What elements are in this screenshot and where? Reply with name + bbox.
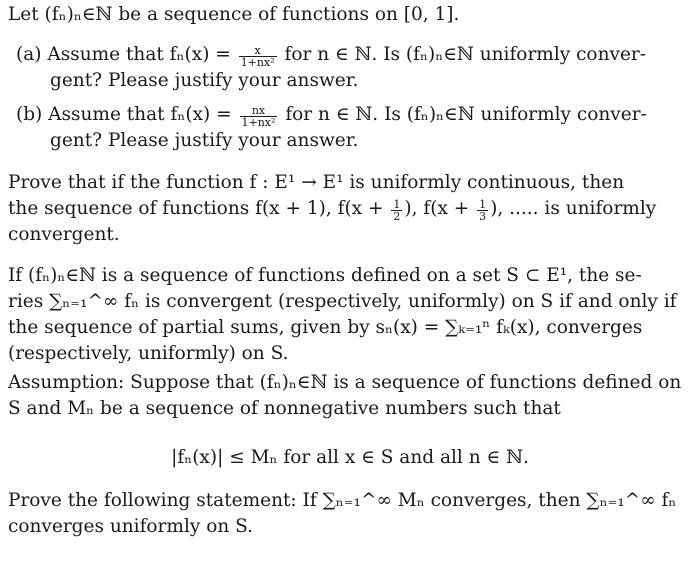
series-definition — [8, 263, 692, 367]
problem2-line2-mid: ), f(x + — [404, 198, 470, 219]
part-a-frac-num: x — [239, 45, 277, 57]
half-num: 1 — [393, 198, 401, 212]
problem2-line2-pre: the sequence of functions f(x + 1), f(x + — [8, 198, 384, 219]
half-fraction — [391, 199, 402, 222]
problem3-line2: ries ∑ₙ₌₁^∞ fₙ is convergent (respectively, uniformly) on S if and only if — [8, 291, 677, 312]
part-b-pre: Assume that fₙ(x) = — [48, 104, 232, 125]
problem2-line3: convergent. — [8, 224, 120, 246]
part-a-line2: gent? Please justify your answer. — [50, 70, 359, 92]
part-b-frac-num: nx — [240, 105, 278, 117]
problem2-line2-post: ), ..... is uniformly — [490, 198, 657, 219]
part-a-pre: Assume that fₙ(x) = — [47, 44, 231, 65]
part-a-label: (a) — [16, 44, 42, 65]
part-a-fraction — [239, 45, 277, 68]
part-b-line2: gent? Please justify your answer. — [50, 130, 359, 152]
statement-to-prove — [8, 488, 692, 540]
part-a-line1 — [16, 42, 692, 68]
problem3-line1: If (fₙ)ₙ∈ℕ is a sequence of functions defined on a set S ⊂ E¹, the se- — [8, 265, 642, 286]
third-fraction — [477, 199, 488, 222]
problem2-line1: Prove that if the function f : E¹ → E¹ is uniformly continuous, then — [8, 172, 625, 193]
statement-line1: Prove the following statement: If ∑ₙ₌₁^∞ Mₙ converges, then ∑ₙ₌₁^∞ fₙ — [8, 490, 677, 511]
part-b-label: (b) — [16, 104, 43, 125]
part-a-frac-den: 1+nx² — [240, 56, 275, 70]
problem3-line4: (respectively, uniformly) on S. — [8, 343, 289, 364]
assumption-line2: S and Mₙ be a sequence of nonnegative numbers such that — [8, 398, 561, 419]
third-den: 3 — [479, 210, 487, 224]
third-num: 1 — [479, 198, 487, 212]
problem-uniform-continuity — [8, 170, 692, 248]
part-a — [16, 42, 692, 94]
intro-text: Let (fₙ)ₙ∈ℕ be a sequence of functions on [0, 1]. — [8, 4, 460, 25]
part-b-line1 — [16, 102, 692, 128]
problem3-line3: the sequence of partial sums, given by sₙ(x) = ∑ₖ₌₁ⁿ fₖ(x), converges — [8, 317, 643, 338]
part-a-post: for n ∈ ℕ. Is (fₙ)ₙ∈ℕ uniformly conver- — [284, 44, 646, 65]
assumption — [8, 370, 692, 422]
assumption-display-inequality: |fₙ(x)| ≤ Mₙ for all x ∈ S and all n ∈ ℕ. — [171, 447, 529, 468]
part-b-post: for n ∈ ℕ. Is (fₙ)ₙ∈ℕ uniformly conver- — [285, 104, 647, 125]
problem2-line2 — [8, 196, 692, 222]
statement-line2: converges uniformly on S. — [8, 516, 254, 537]
part-b — [16, 102, 692, 154]
part-b-fraction — [240, 105, 278, 128]
assumption-line1: Assumption: Suppose that (fₙ)ₙ∈ℕ is a sequence of functions defined on — [8, 372, 682, 393]
half-den: 2 — [393, 210, 401, 224]
part-b-frac-den: 1+nx² — [241, 116, 276, 130]
